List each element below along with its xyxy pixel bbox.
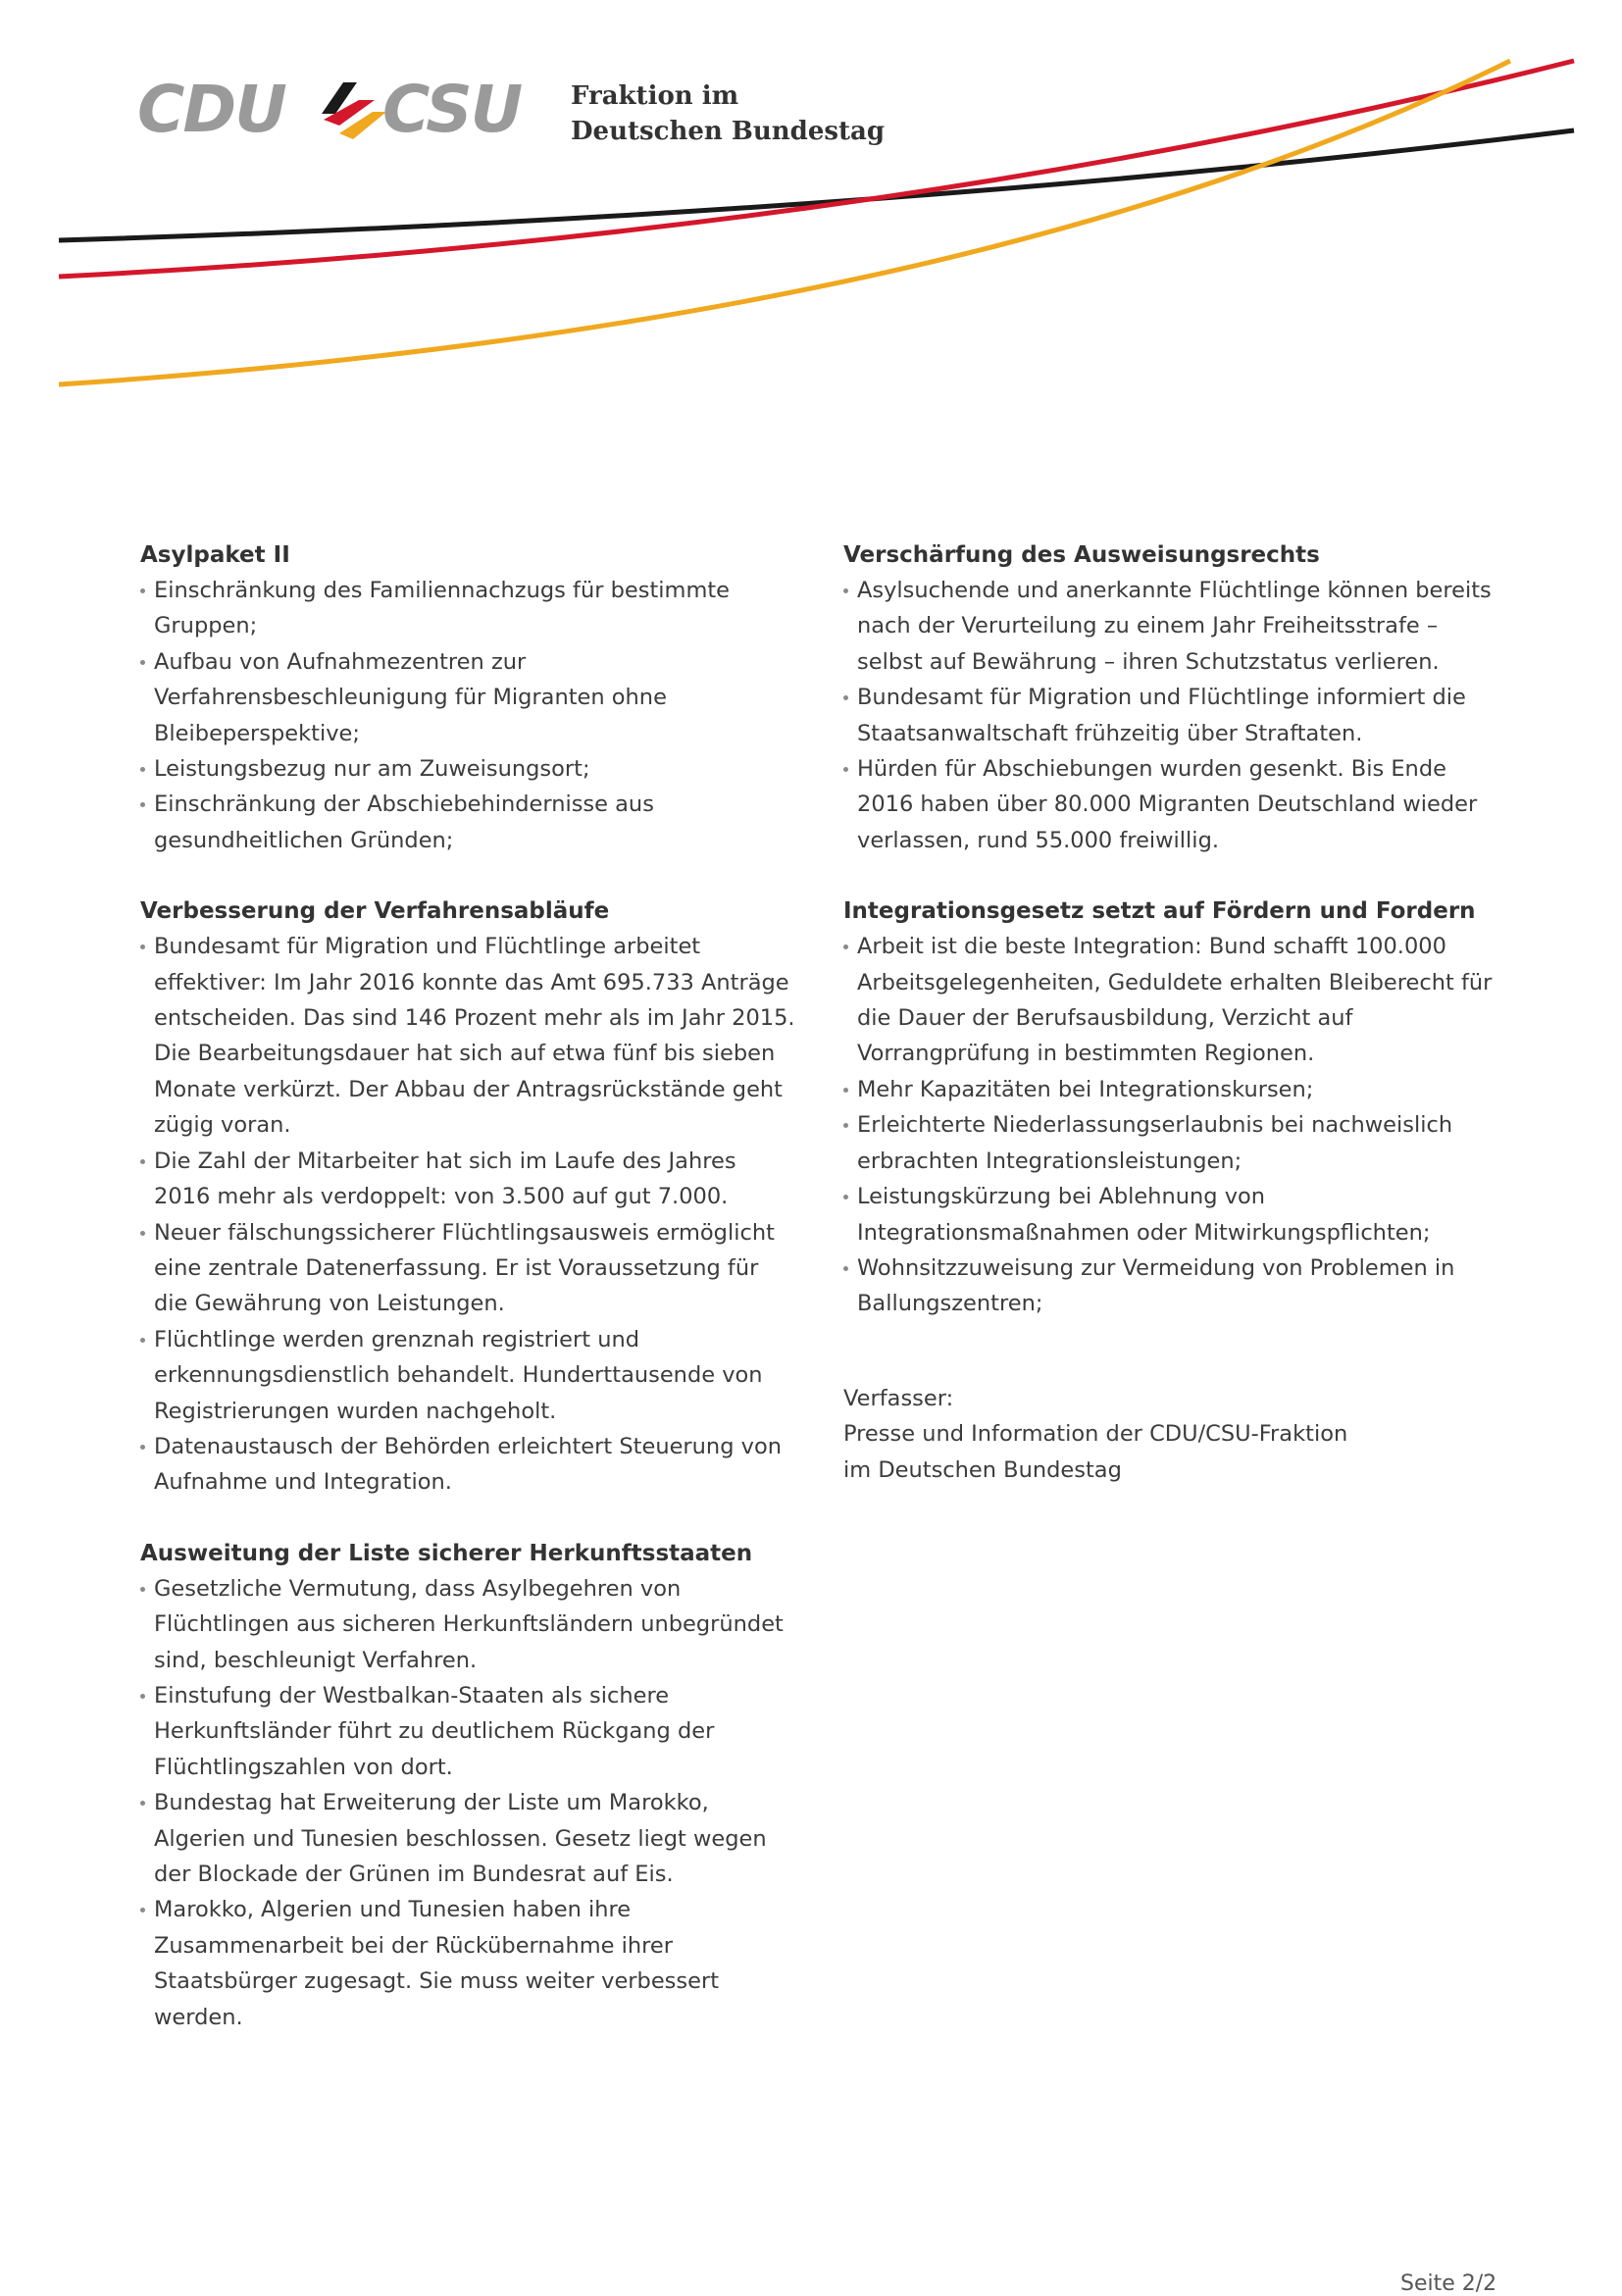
list-item: Asylsuchende und anerkannte Flüchtlinge können bereits nach der Verurteilung zu einem Jahr Freiheitsstrafe – selbst auf Bewährung – ihren Schutzstatus verlieren.: [843, 573, 1500, 680]
bullet-list: [843, 929, 1500, 1321]
section-heading: Asylpaket II: [140, 542, 290, 568]
logo-flag-mark: [314, 78, 388, 143]
list-item: Leistungskürzung bei Ablehnung von Integrationsmaßnahmen oder Mitwirkungspflichten;: [843, 1179, 1500, 1250]
section-heading: Verbesserung der Verfahrensabläufe: [140, 898, 610, 925]
fraktion-line-2: Deutschen Bundestag: [571, 117, 886, 146]
left-column: [140, 537, 797, 2070]
section-verfahrensablaeufe: [140, 893, 797, 1501]
bullet-list: [140, 1571, 797, 2035]
section-herkunftsstaaten: [140, 1536, 797, 2035]
author-block: [843, 1381, 1500, 1488]
author-line-2: im Deutschen Bundestag: [843, 1456, 1122, 1483]
list-item: Neuer fälschungssicherer Flüchtlingsausweis ermöglicht eine zentrale Datenerfassung. Er ist Voraussetzung für die Gewährung von Leistungen.: [140, 1215, 797, 1322]
logo-csu-text: CSU: [382, 72, 522, 147]
right-column: [843, 537, 1500, 1488]
section-asylpaket: [140, 537, 797, 858]
list-item: Wohnsitzzuweisung zur Vermeidung von Problemen in Ballungszentren;: [843, 1250, 1500, 1322]
list-item: Gesetzliche Vermutung, dass Asylbegehren von Flüchtlingen aus sicheren Herkunftsländern unbegründet sind, beschleunigt Verfahren.: [140, 1571, 797, 1678]
author-label: Verfasser:: [843, 1385, 954, 1411]
list-item: Einstufung der Westbalkan-Staaten als sichere Herkunftsländer führt zu deutlichem Rückgang der Flüchtlingszahlen von dort.: [140, 1678, 797, 1785]
list-item: Erleichterte Niederlassungserlaubnis bei nachweislich erbrachten Integrationsleistungen;: [843, 1107, 1500, 1179]
page-number: Seite 2/2: [1400, 2271, 1497, 2296]
list-item: Datenaustausch der Behörden erleichtert Steuerung von Aufnahme und Integration.: [140, 1429, 797, 1501]
list-item: Die Zahl der Mitarbeiter hat sich im Laufe des Jahres 2016 mehr als verdoppelt: von 3.500 auf gut 7.000.: [140, 1144, 797, 1215]
fraktion-line-1: Fraktion im: [571, 81, 739, 111]
list-item: Aufbau von Aufnahmezentren zur Verfahrensbeschleunigung für Migranten ohne Bleibeperspektive;: [140, 644, 797, 751]
list-item: Flüchtlinge werden grenznah registriert und erkennungsdienstlich behandelt. Hunderttausende von Registrierungen wurden nachgeholt.: [140, 1322, 797, 1429]
list-item: Hürden für Abschiebungen wurden gesenkt. Bis Ende 2016 haben über 80.000 Migranten Deutschland wieder verlassen, rund 55.000 freiwillig.: [843, 751, 1500, 858]
bullet-list: [140, 929, 797, 1501]
list-item: Leistungsbezug nur am Zuweisungsort;: [140, 751, 797, 787]
list-item: Einschränkung des Familiennachzugs für bestimmte Gruppen;: [140, 573, 797, 644]
section-integrationsgesetz: [843, 893, 1500, 1321]
section-ausweisungsrecht: [843, 537, 1500, 858]
list-item: Marokko, Algerien und Tunesien haben ihre Zusammenarbeit bei der Rückübernahme ihrer Staatsbürger zugesagt. Sie muss weiter verbessert werden.: [140, 1892, 797, 2035]
author-line-1: Presse und Information der CDU/CSU-Fraktion: [843, 1421, 1348, 1448]
logo-cdu-text: CDU: [137, 72, 285, 147]
list-item: Bundestag hat Erweiterung der Liste um Marokko, Algerien und Tunesien beschlossen. Gesetz liegt wegen der Blockade der Grünen im Bundesrat auf Eis.: [140, 1785, 797, 1892]
section-heading: Verschärfung des Ausweisungsrechts: [843, 542, 1320, 568]
list-item: Bundesamt für Migration und Flüchtlinge informiert die Staatsanwaltschaft frühzeitig über Straftaten.: [843, 680, 1500, 751]
list-item: Arbeit ist die beste Integration: Bund schafft 100.000 Arbeitsgelegenheiten, Geduldete erhalten Bleiberecht für die Dauer der Berufsausbildung, Verzicht auf Vorrangprüfung in bestimmten Regionen.: [843, 929, 1500, 1072]
list-item: Einschränkung der Abschiebehindernisse aus gesundheitlichen Gründen;: [140, 787, 797, 858]
section-heading: Ausweitung der Liste sicherer Herkunftsstaaten: [140, 1540, 753, 1566]
list-item: Mehr Kapazitäten bei Integrationskursen;: [843, 1072, 1500, 1107]
bullet-list: [843, 573, 1500, 858]
list-item: Bundesamt für Migration und Flüchtlinge arbeitet effektiver: Im Jahr 2016 konnte das Amt 695.733 Anträge entscheiden. Das sind 146 Prozent mehr als im Jahr 2015. Die Bearbeitungsdauer hat sich auf etwa fünf bis sieben Monate verkürzt. Der Abbau der Antragsrückstände geht zügig voran.: [140, 929, 797, 1143]
section-heading: Integrationsgesetz setzt auf Fördern und Fordern: [843, 898, 1476, 925]
fraktion-title: [571, 78, 885, 149]
bullet-list: [140, 573, 797, 858]
header-swoosh-graphic: [0, 0, 1622, 412]
